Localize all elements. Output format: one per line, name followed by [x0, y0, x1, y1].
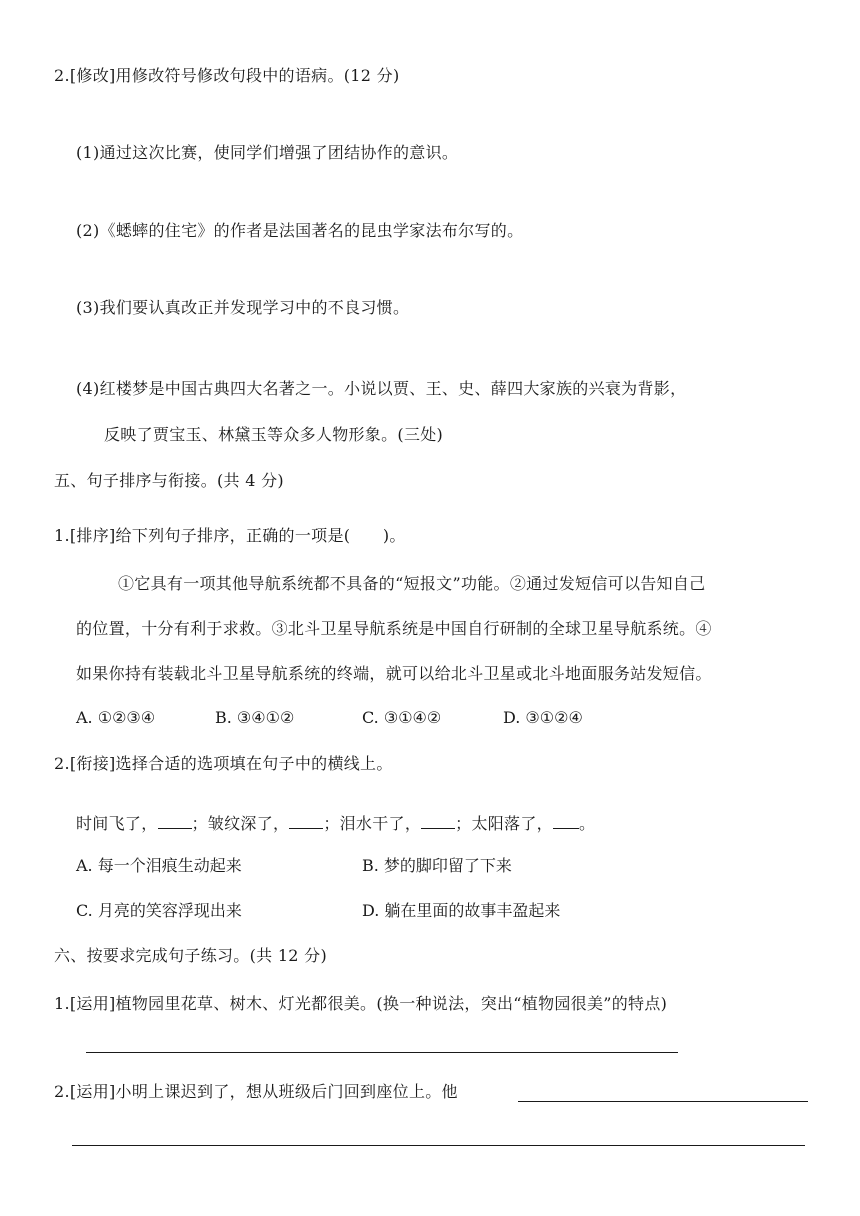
option-b[interactable]: B. ③④①② — [215, 708, 295, 727]
passage-line-1: ①它具有一项其他导航系统都不具备的“短报文”功能。②通过发短信可以告知自己 — [118, 574, 706, 593]
answer-blank[interactable] — [421, 812, 455, 829]
sentence-item-4-continued: 反映了贾宝玉、林黛玉等众多人物形象。(三处) — [104, 425, 444, 444]
question-title: 2.[运用]小明上课迟到了，想从班级后门回到座位上。他 — [54, 1082, 458, 1101]
section-heading: 五、句子排序与衔接。(共 4 分) — [54, 471, 284, 490]
fill-sentence-part: 时间飞了， — [76, 814, 158, 833]
fill-sentence-part: ；泪水干了， — [323, 814, 422, 833]
passage-line-2: 的位置，十分有利于求救。③北斗卫星导航系统是中国自行研制的全球卫星导航系统。④ — [76, 619, 712, 638]
answer-blank[interactable] — [158, 812, 192, 829]
sentence-item-3: (3)我们要认真改正并发现学习中的不良习惯。 — [76, 298, 410, 317]
option-c[interactable]: C. 月亮的笑容浮现出来 — [76, 901, 242, 920]
answer-blank[interactable] — [553, 812, 579, 829]
option-a[interactable]: A. ①②③④ — [76, 708, 156, 727]
option-d[interactable]: D. 躺在里面的故事丰盈起来 — [362, 901, 561, 920]
question-title: 2.[衔接]选择合适的选项填在句子中的横线上。 — [54, 754, 393, 773]
fill-sentence — [76, 812, 595, 834]
sentence-item-4: (4)红楼梦是中国古典四大名著之一。小说以贾、王、史、薛四大家族的兴衰为背影， — [76, 379, 687, 398]
section-heading: 六、按要求完成句子练习。(共 12 分) — [54, 946, 328, 965]
answer-line[interactable] — [72, 1145, 805, 1146]
answer-blank[interactable] — [289, 812, 323, 829]
fill-sentence-part: ；皱纹深了， — [191, 814, 290, 833]
passage-line-3: 如果你持有装载北斗卫星导航系统的终端，就可以给北斗卫星或北斗地面服务站发短信。 — [76, 664, 712, 683]
fill-sentence-part: ；太阳落了， — [455, 814, 553, 833]
answer-line[interactable] — [518, 1101, 808, 1102]
answer-line[interactable] — [86, 1052, 678, 1053]
option-a[interactable]: A. 每一个泪痕生动起来 — [76, 856, 242, 875]
question-title: 1.[排序]给下列句子排序，正确的一项是( )。 — [54, 526, 406, 545]
fill-sentence-part: 。 — [578, 814, 596, 833]
sentence-item-2: (2)《蟋蟀的住宅》的作者是法国著名的昆虫学家法布尔写的。 — [76, 221, 524, 240]
question-title: 2.[修改]用修改符号修改句段中的语病。(12 分) — [54, 66, 400, 85]
question-title: 1.[运用]植物园里花草、树木、灯光都很美。(换一种说法，突出“植物园很美”的特点) — [54, 994, 668, 1013]
option-d[interactable]: D. ③①②④ — [503, 708, 583, 727]
option-b[interactable]: B. 梦的脚印留了下来 — [362, 856, 512, 875]
sentence-item-1: (1)通过这次比赛，使同学们增强了团结协作的意识。 — [76, 143, 459, 162]
option-c[interactable]: C. ③①④② — [362, 708, 442, 727]
